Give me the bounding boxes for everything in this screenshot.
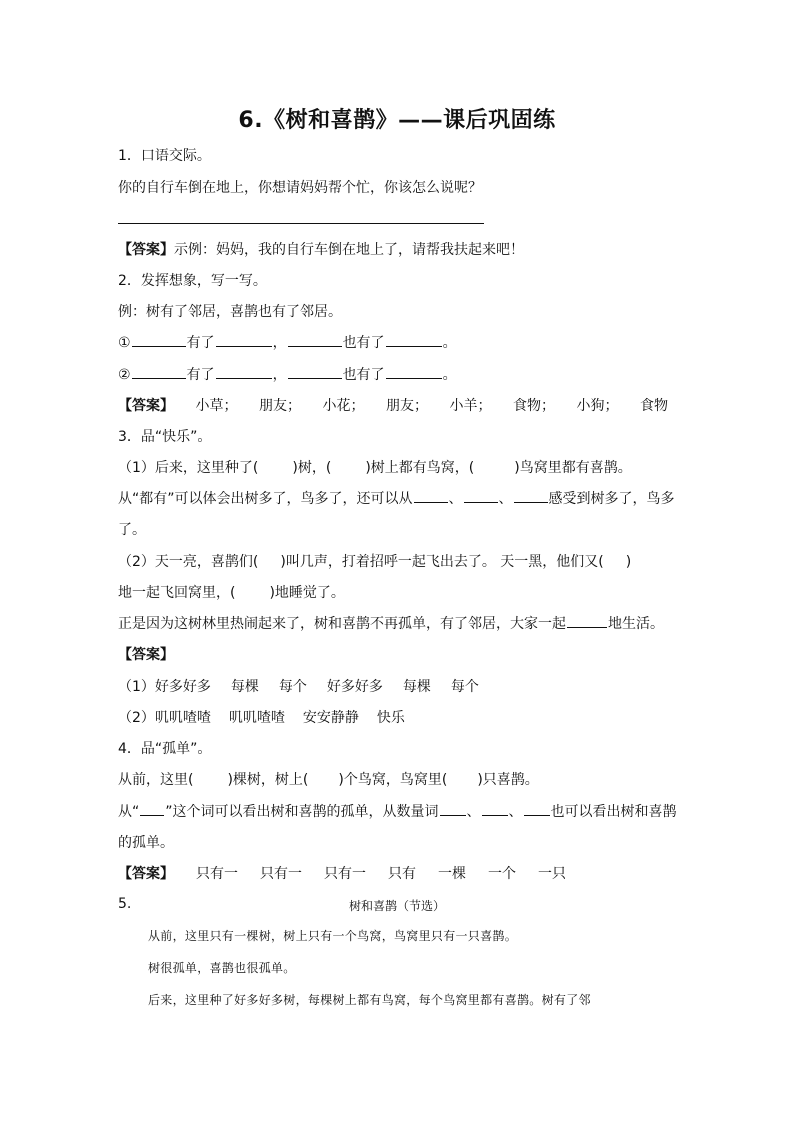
answer-item: 叽叽喳喳 <box>154 710 211 726</box>
answer-item: 叽叽喳喳 <box>228 710 285 726</box>
q2-heading: 2．发挥想象，写一写。 <box>118 273 267 289</box>
q3-heading: 3．品“快乐”。 <box>118 429 212 445</box>
fill-blank[interactable] <box>514 501 548 503</box>
text-youle: 有了 <box>186 367 215 383</box>
q3-text: )树，( <box>292 460 332 476</box>
q4-text: 、 <box>466 804 481 820</box>
text-period: 。 <box>442 367 457 383</box>
q3-line-3: 了。 <box>118 522 146 538</box>
answer-prefix: （2） <box>118 710 155 726</box>
fill-blank[interactable] <box>482 814 508 816</box>
q3-line-6 <box>118 613 664 633</box>
fill-blank[interactable] <box>524 814 550 816</box>
excerpt-line: 后来，这里种了好多好多树，每棵树上都有鸟窝，每个鸟窝里都有喜鹊。树有了邻 <box>148 993 591 1007</box>
q4-text: )只喜鹊。 <box>477 772 539 788</box>
answer-label: 【答案】 <box>118 647 174 663</box>
q3-text: 、 <box>448 491 463 507</box>
excerpt-title: 树和喜鹊（节选） <box>348 899 445 913</box>
answer-item: 小狗； <box>576 398 619 414</box>
answer-item: 只有一 <box>196 866 238 882</box>
q3-text: （1）后来，这里种了( <box>118 460 259 476</box>
q2-row-2 <box>118 364 457 384</box>
q4-line-3: 的孤单。 <box>118 835 174 851</box>
answer-item: 好多好多 <box>154 679 211 695</box>
q4-answer <box>118 863 582 883</box>
fill-blank[interactable] <box>132 345 186 347</box>
row-marker: ② <box>118 367 131 383</box>
q4-line-2 <box>118 801 677 821</box>
fill-blank[interactable] <box>132 377 186 379</box>
answer-item: 只有 <box>388 866 416 882</box>
answer-label: 【答案】 <box>118 242 174 258</box>
fill-blank[interactable] <box>414 501 448 503</box>
q1-prompt: 你的自行车倒在地上，你想请妈妈帮个忙，你该怎么说呢？ <box>118 180 482 196</box>
q1-answer-line[interactable] <box>118 223 484 224</box>
answer-item: 每棵 <box>230 679 259 695</box>
answer-item: 每棵 <box>402 679 431 695</box>
fill-blank[interactable] <box>216 377 272 379</box>
answer-item: 小花； <box>322 398 365 414</box>
q3-line-1 <box>118 457 632 477</box>
q4-line-1 <box>118 769 539 789</box>
q1-answer <box>118 239 524 259</box>
answer-item: 小羊； <box>449 398 492 414</box>
answer-item: 每个 <box>450 679 479 695</box>
q3-text: 、 <box>498 491 513 507</box>
q4-heading: 4．品“孤单”。 <box>118 741 212 757</box>
excerpt-line: 从前，这里只有一棵树，树上只有一个鸟窝，鸟窝里只有一只喜鹊。 <box>148 929 518 943</box>
q3-text: 从“都有”可以体会出树多了，鸟多了，还可以从 <box>118 491 413 507</box>
q4-text: 从“ <box>118 804 140 820</box>
q2-row-1 <box>118 332 457 352</box>
q3-text: 正是因为这树林里热闹起来了，树和喜鹊不再孤单，有了邻居，大家一起 <box>118 616 566 632</box>
q4-text: ”这个词可以看出树和喜鹊的孤单，从数量词 <box>165 804 439 820</box>
row-marker: ① <box>118 335 131 351</box>
q4-text: )个鸟窝，鸟窝里( <box>338 772 448 788</box>
q2-answer <box>118 395 668 415</box>
q3-line-2 <box>118 488 675 508</box>
text-youle: 有了 <box>186 335 215 351</box>
answer-item: 一只 <box>538 866 566 882</box>
answer-label: 【答案】 <box>118 398 174 414</box>
q3-answer-label <box>118 644 174 664</box>
answer-item: 只有一 <box>324 866 366 882</box>
page-title: 6.《树和喜鹊》——课后巩固练 <box>238 108 556 133</box>
q3-answer-1 <box>118 676 495 696</box>
fill-blank[interactable] <box>464 501 498 503</box>
q3-line-4 <box>118 551 631 571</box>
q3-line-5 <box>118 582 345 602</box>
fill-blank[interactable] <box>216 345 272 347</box>
q4-text: 从前，这里( <box>118 772 194 788</box>
fill-blank[interactable] <box>567 626 607 628</box>
excerpt-line: 树很孤单，喜鹊也很孤单。 <box>148 961 296 975</box>
q3-text: )树上都有鸟窝，( <box>365 460 475 476</box>
q3-text: 地一起飞回窝里，( <box>118 585 236 601</box>
answer-label: 【答案】 <box>118 866 174 882</box>
text-yeyoule: 也有了 <box>342 335 385 351</box>
q3-text: )叫几声，打着招呼一起飞出去了。 天一黑，他们又( <box>280 554 604 570</box>
q3-text: )鸟窝里都有喜鹊。 <box>514 460 632 476</box>
answer-item: 小草； <box>195 398 238 414</box>
q3-text: 感受到树多了，鸟多 <box>548 491 675 507</box>
q4-text: 也可以看出树和喜鹊 <box>550 804 677 820</box>
text-yeyoule: 也有了 <box>342 367 385 383</box>
q2-example: 例：树有了邻居，喜鹊也有了邻居。 <box>118 304 342 320</box>
fill-blank[interactable] <box>288 345 342 347</box>
text-period: 。 <box>442 335 457 351</box>
answer-item: 安安静静 <box>302 710 359 726</box>
q3-text: ) <box>625 554 632 570</box>
q1-heading: 1．口语交际。 <box>118 148 211 164</box>
answer-item: 朋友； <box>259 398 301 414</box>
answer-item: 好多好多 <box>326 679 383 695</box>
text-comma: ， <box>272 335 287 351</box>
answer-prefix: （1） <box>118 679 155 695</box>
answer-item: 食物； <box>513 398 555 414</box>
q1-answer-text: 示例：妈妈，我的自行车倒在地上了，请帮我扶起来吧！ <box>174 242 524 258</box>
answer-item: 朋友； <box>386 398 428 414</box>
answer-item: 一棵 <box>438 866 466 882</box>
answer-item: 快乐 <box>376 710 405 726</box>
q3-text: （2）天一亮，喜鹊们( <box>118 554 259 570</box>
answer-item: 每个 <box>278 679 307 695</box>
answer-item: 一个 <box>488 866 516 882</box>
fill-blank[interactable] <box>386 345 442 347</box>
text-comma: ， <box>272 367 287 383</box>
q3-answer-2 <box>118 707 421 727</box>
fill-blank[interactable] <box>386 377 442 379</box>
q4-text: 、 <box>508 804 523 820</box>
answer-item: 食物 <box>640 398 668 414</box>
fill-blank[interactable] <box>440 814 466 816</box>
q5-number: 5. <box>118 896 132 912</box>
fill-blank[interactable] <box>140 814 164 816</box>
q3-text: 地生活。 <box>608 616 664 632</box>
fill-blank[interactable] <box>288 377 342 379</box>
q3-text: )地睡觉了。 <box>269 585 345 601</box>
q4-text: )棵树，树上( <box>227 772 309 788</box>
answer-item: 只有一 <box>260 866 302 882</box>
